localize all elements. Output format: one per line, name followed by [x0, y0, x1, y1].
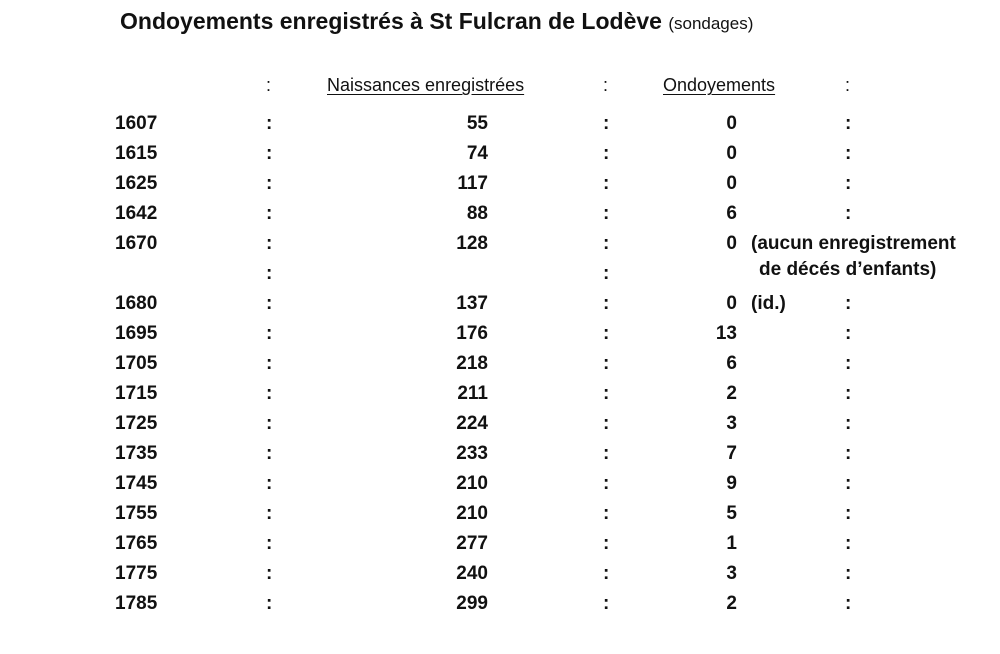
- separator-2: :: [603, 173, 610, 194]
- separator-1: :: [266, 503, 273, 524]
- ondoyements-cell: 3: [726, 413, 737, 434]
- year-cell: 1765: [115, 533, 158, 554]
- separator-2: :: [603, 143, 610, 164]
- births-cell: 240: [456, 563, 488, 584]
- year-cell: 1775: [115, 563, 158, 584]
- separator-1: :: [266, 413, 273, 434]
- ondoyements-cell: 5: [726, 503, 737, 524]
- table-row: [0, 353, 1000, 383]
- header-separator-1: :: [266, 75, 272, 95]
- table-row: [0, 563, 1000, 593]
- ondoyements-cell: 9: [726, 473, 737, 494]
- table-row: [0, 113, 1000, 143]
- year-cell: 1642: [115, 203, 158, 224]
- table-row: [0, 203, 1000, 233]
- header-ondoyements-label: Ondoyements: [663, 75, 776, 95]
- separator-3: :: [845, 473, 852, 494]
- note-continuation-cell: de décés d’enfants): [759, 259, 937, 280]
- separator-2: :: [603, 323, 610, 344]
- table-row: [0, 323, 1000, 353]
- year-cell: 1625: [115, 173, 158, 194]
- separator-1: :: [266, 293, 273, 314]
- ondoyements-cell: 0: [726, 233, 737, 254]
- table-row: [0, 473, 1000, 503]
- separator-2: :: [603, 263, 610, 284]
- note-cell: (aucun enregistrement: [751, 233, 956, 254]
- births-cell: 233: [456, 443, 488, 464]
- year-cell: 1745: [115, 473, 158, 494]
- separator-3: :: [845, 353, 852, 374]
- table-row: [0, 593, 1000, 623]
- header-births-label: Naissances enregistrées: [327, 75, 525, 95]
- year-cell: 1695: [115, 323, 158, 344]
- separator-1: :: [266, 323, 273, 344]
- births-cell: 299: [456, 593, 488, 614]
- ondoyements-cell: 7: [726, 443, 737, 464]
- year-cell: 1785: [115, 593, 158, 614]
- year-cell: 1615: [115, 143, 158, 164]
- separator-2: :: [603, 533, 610, 554]
- table-row: [0, 263, 1000, 293]
- separator-1: :: [266, 443, 273, 464]
- births-cell: 210: [456, 503, 488, 524]
- separator-2: :: [603, 203, 610, 224]
- separator-1: :: [266, 203, 273, 224]
- ondoyements-cell: 1: [726, 533, 737, 554]
- births-cell: 74: [466, 143, 488, 164]
- separator-1: :: [266, 173, 273, 194]
- separator-3: :: [845, 503, 852, 524]
- separator-3: :: [845, 563, 852, 584]
- separator-1: :: [266, 263, 273, 284]
- separator-2: :: [603, 413, 610, 434]
- separator-1: :: [266, 473, 273, 494]
- separator-2: :: [603, 443, 610, 464]
- year-cell: 1670: [115, 233, 158, 254]
- births-cell: 218: [456, 353, 488, 374]
- separator-1: :: [266, 353, 273, 374]
- separator-3: :: [845, 533, 852, 554]
- separator-3: :: [845, 293, 852, 314]
- table-row: [0, 383, 1000, 413]
- separator-1: :: [266, 113, 273, 134]
- table-row: [0, 443, 1000, 473]
- births-cell: 137: [456, 293, 488, 314]
- header-separator-2: :: [603, 75, 609, 95]
- year-cell: 1607: [115, 113, 158, 134]
- separator-1: :: [266, 533, 273, 554]
- table-row: [0, 293, 1000, 323]
- separator-2: :: [603, 383, 610, 404]
- table-row: [0, 413, 1000, 443]
- note-cell: (id.): [751, 293, 786, 314]
- ondoyements-cell: 13: [715, 323, 737, 344]
- year-cell: 1705: [115, 353, 158, 374]
- header-ondoyements: [663, 75, 775, 96]
- births-cell: 88: [466, 203, 488, 224]
- separator-3: :: [845, 443, 852, 464]
- year-cell: 1755: [115, 503, 158, 524]
- ondoyements-cell: 6: [726, 353, 737, 374]
- ondoyements-cell: 2: [726, 383, 737, 404]
- ondoyements-cell: 3: [726, 563, 737, 584]
- separator-2: :: [603, 233, 610, 254]
- separator-2: :: [603, 113, 610, 134]
- page-title: [120, 8, 753, 35]
- separator-1: :: [266, 143, 273, 164]
- table-row: [0, 173, 1000, 203]
- ondoyements-cell: 0: [726, 293, 737, 314]
- separator-3: :: [845, 593, 852, 614]
- separator-3: :: [845, 143, 852, 164]
- separator-3: :: [845, 173, 852, 194]
- table-row: [0, 233, 1000, 280]
- year-cell: 1715: [115, 383, 158, 404]
- births-cell: 210: [456, 473, 488, 494]
- births-cell: 117: [457, 173, 488, 194]
- ondoyements-cell: 0: [726, 143, 737, 164]
- separator-2: :: [603, 293, 610, 314]
- births-cell: 224: [456, 413, 488, 434]
- births-cell: 176: [456, 323, 488, 344]
- separator-3: :: [845, 413, 852, 434]
- separator-2: :: [603, 503, 610, 524]
- separator-3: :: [845, 323, 852, 344]
- header-separator-3: :: [845, 75, 851, 95]
- births-cell: 277: [456, 533, 488, 554]
- ondoyements-cell: 0: [726, 113, 737, 134]
- year-cell: 1680: [115, 293, 158, 314]
- births-cell: 55: [466, 113, 488, 134]
- separator-2: :: [603, 593, 610, 614]
- table-row: [0, 503, 1000, 533]
- header-births: [327, 75, 524, 96]
- separator-1: :: [266, 593, 273, 614]
- separator-3: :: [845, 383, 852, 404]
- births-cell: 128: [456, 233, 488, 254]
- title-main: Ondoyements enregistrés à St Fulcran de Lodève: [120, 8, 662, 34]
- ondoyements-cell: 2: [726, 593, 737, 614]
- year-cell: 1725: [115, 413, 158, 434]
- separator-2: :: [603, 473, 610, 494]
- year-cell: 1735: [115, 443, 158, 464]
- separator-1: :: [266, 383, 273, 404]
- births-cell: 211: [457, 383, 488, 404]
- ondoyements-cell: 6: [726, 203, 737, 224]
- separator-1: :: [266, 233, 273, 254]
- separator-1: :: [266, 563, 273, 584]
- separator-3: :: [845, 113, 852, 134]
- table-row: [0, 533, 1000, 563]
- separator-2: :: [603, 353, 610, 374]
- ondoyements-cell: 0: [726, 173, 737, 194]
- title-sub: (sondages): [668, 14, 754, 33]
- separator-3: :: [845, 203, 852, 224]
- separator-2: :: [603, 563, 610, 584]
- table-row: [0, 143, 1000, 173]
